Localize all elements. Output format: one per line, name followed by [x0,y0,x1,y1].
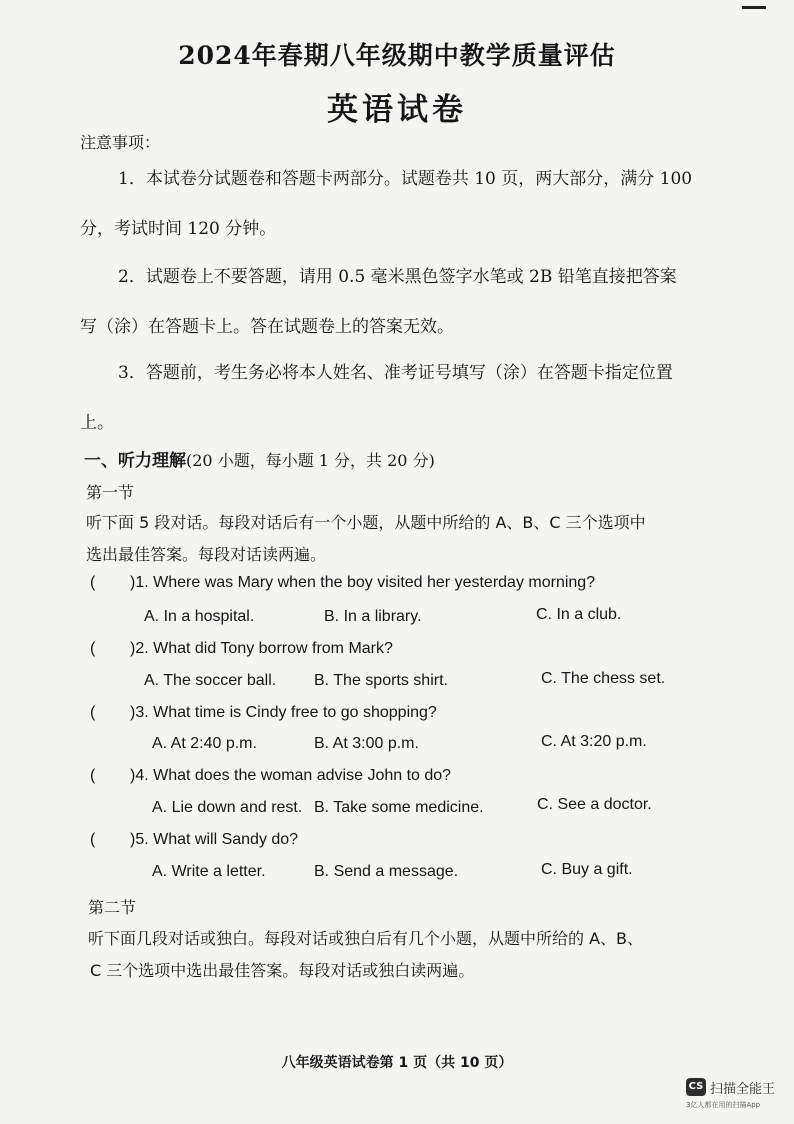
answer-blank-1[interactable]: ( [90,574,96,591]
question-5: )5. What will Sandy do? [130,831,299,848]
question-2: )2. What did Tony borrow from Mark? [130,640,393,657]
exam-title: 2024年春期八年级期中教学质量评估 [178,41,616,70]
notice-item-1-line-1: 1．本试卷分试题卷和答题卡两部分。试题卷共 10 页，两大部分，满分 100 [118,169,693,189]
section-1-instruction-line-1: 听下面 5 段对话。每段对话后有一个小题，从题中所给的 A、B、C 三个选项中 [86,513,646,532]
question-4-option-c: C. See a doctor. [537,796,652,813]
answer-blank-3[interactable]: ( [90,704,96,721]
question-2-option-c: C. The chess set. [541,670,666,687]
page-footer: 八年级英语试卷第 1 页（共 10 页） [281,1055,513,1071]
section-1-instruction-line-2: 选出最佳答案。每段对话读两遍。 [86,545,327,564]
notice-item-2-line-2: 写（涂）在答题卡上。答在试题卷上的答案无效。 [80,317,454,337]
notice-item-2-line-1: 2．试题卷上不要答题，请用 0.5 毫米黑色签字水笔或 2B 铅笔直接把答案 [118,267,677,287]
camscanner-name: 扫描全能王 [710,1082,776,1097]
part-1-detail: (20 小题，每小题 1 分，共 20 分) [186,451,435,470]
section-1-title: 第一节 [86,483,135,502]
question-5-option-a: A. Write a letter. [152,863,266,880]
section-2-title: 第二节 [88,898,137,917]
question-5-option-b: B. Send a message. [314,863,459,880]
part-1-heading [84,446,435,471]
notice-item-3-line-2: 上。 [80,413,114,433]
answer-blank-4[interactable]: ( [90,767,96,784]
question-4-option-a: A. Lie down and rest. [152,799,303,816]
notice-item-3-line-1: 3．答题前，考生务必将本人姓名、准考证号填写（涂）在答题卡指定位置 [118,363,673,383]
question-3: )3. What time is Cindy free to go shopping? [130,704,437,721]
question-3-option-c: C. At 3:20 p.m. [541,733,647,750]
exam-subtitle: 英语试卷 [327,92,467,128]
camscanner-logo-icon: CS [686,1078,706,1096]
question-4: )4. What does the woman advise John to do? [130,767,452,784]
question-1-option-c: C. In a club. [536,606,622,623]
question-2-option-a: A. The soccer ball. [144,672,277,689]
question-1-option-a: A. In a hospital. [144,608,255,625]
part-1-title: 一、听力理解 [84,451,186,471]
question-4-option-b: B. Take some medicine. [314,799,484,816]
question-1: )1. Where was Mary when the boy visited her yesterday morning? [130,574,596,591]
notice-item-1-line-2: 分，考试时间 120 分钟。 [80,219,277,239]
question-3-option-b: B. At 3:00 p.m. [314,735,419,752]
question-3-option-a: A. At 2:40 p.m. [152,735,257,752]
answer-blank-2[interactable]: ( [90,640,96,657]
section-2-instruction-line-2: C 三个选项中选出最佳答案。每段对话或独白读两遍。 [90,961,475,980]
notice-heading: 注意事项： [80,133,161,152]
answer-blank-5[interactable]: ( [90,831,96,848]
scan-corner-mark [742,6,766,9]
camscanner-tagline: 3亿人都在用的扫描App [686,1101,761,1109]
question-1-option-b: B. In a library. [324,608,422,625]
question-5-option-c: C. Buy a gift. [541,861,633,878]
question-2-option-b: B. The sports shirt. [314,672,448,689]
section-2-instruction-line-1: 听下面几段对话或独白。每段对话或独白后有几个小题，从题中所给的 A、B、 [88,929,644,948]
